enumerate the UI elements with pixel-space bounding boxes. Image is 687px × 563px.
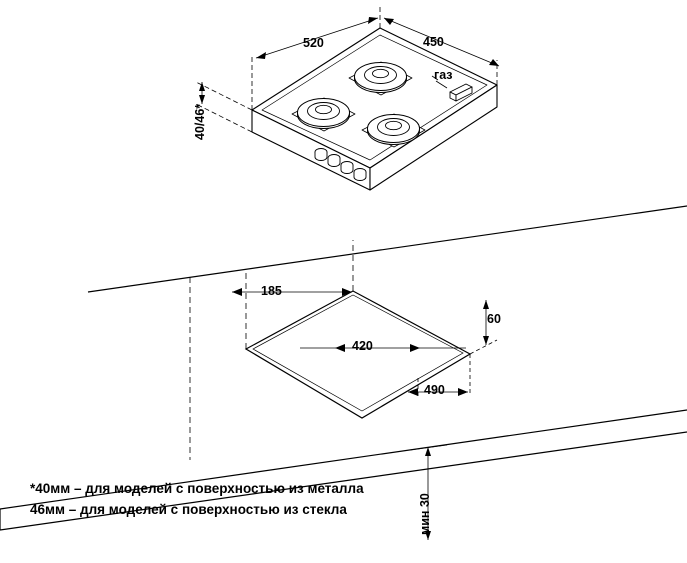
dimension-label-cutout-width: 420 xyxy=(352,339,373,353)
cutout-outline xyxy=(246,291,470,418)
countertop-rear-edge xyxy=(88,206,687,292)
footnote-metal: *40мм – для моделей с поверхностью из металла xyxy=(30,481,364,496)
dimension-label-width-top: 520 xyxy=(303,36,324,50)
dimension-label-cutout-offset: 185 xyxy=(261,284,282,298)
dimension-label-height-left: 40/46* xyxy=(193,103,207,140)
hob-isometric xyxy=(252,28,497,190)
footnotes xyxy=(30,478,450,520)
gas-inlet-label: газ xyxy=(434,68,453,82)
dimension-label-min-clearance: мин 30 xyxy=(418,493,432,535)
dimension-label-cutout-depth: 490 xyxy=(424,383,445,397)
dimension-label-width-right: 450 xyxy=(423,35,444,49)
footnote-glass: 46мм – для моделей с поверхностью из стекла xyxy=(30,502,347,517)
dimension-label-edge-distance: 60 xyxy=(487,312,501,326)
